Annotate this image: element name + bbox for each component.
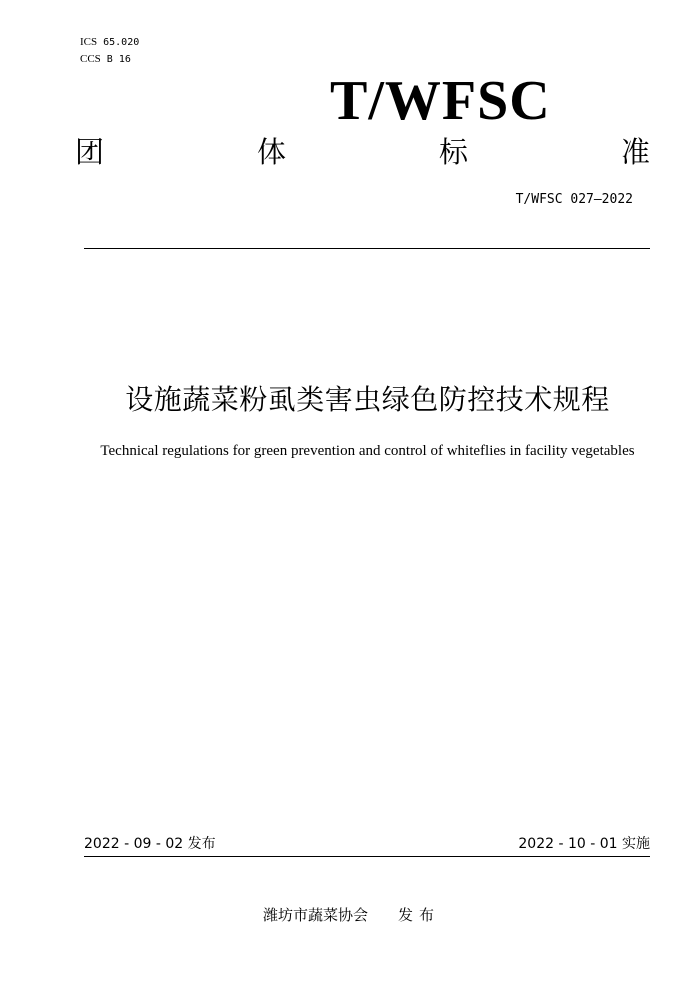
- issuer-line: [263, 904, 440, 926]
- ics-label: ICS: [80, 36, 98, 48]
- standard-type-heading: [75, 132, 650, 172]
- document-title-chinese: 设施蔬菜粉虱类害虫绿色防控技术规程: [125, 383, 610, 416]
- document-title-english: Technical regulations for green prevention and control of whiteflies in facility vegetables: [100, 443, 635, 459]
- standard-type-char: 体: [256, 135, 286, 169]
- standard-number: T/WFSC 027—2022: [515, 192, 633, 207]
- top-divider: [84, 248, 650, 249]
- issue-action: 发布: [398, 906, 441, 924]
- implementation-date: 2022 - 10 - 01 实施: [518, 836, 650, 852]
- ccs-label: CCS: [80, 53, 101, 65]
- bottom-divider: [84, 856, 650, 857]
- ics-classification: [80, 35, 139, 50]
- issuing-organization: 潍坊市蔬菜协会: [263, 906, 369, 924]
- ccs-code: B 16: [106, 54, 131, 65]
- ccs-classification: [80, 52, 131, 67]
- standard-type-char: 准: [620, 135, 650, 169]
- standard-type-char: 团: [75, 135, 105, 169]
- ics-code: 65.020: [103, 37, 140, 48]
- organization-logo: T/WFSC: [330, 70, 551, 132]
- publish-date: 2022 - 09 - 02 发布: [84, 836, 216, 852]
- standard-type-char: 标: [438, 135, 468, 169]
